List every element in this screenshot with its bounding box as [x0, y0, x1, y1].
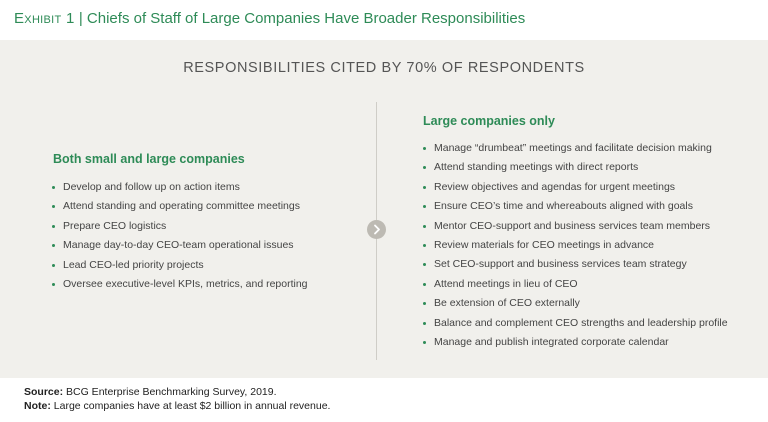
list-item: Mentor CEO-support and business services team members: [423, 217, 728, 236]
list-item: Set CEO-support and business services team strategy: [423, 255, 728, 274]
exhibit-label: Exhibit 1: [14, 10, 75, 27]
source-text: BCG Enterprise Benchmarking Survey, 2019.: [66, 386, 277, 398]
panel-subtitle: RESPONSIBILITIES CITED BY 70% OF RESPONDENTS: [183, 60, 585, 76]
exhibit-heading: Chiefs of Staff of Large Companies Have Broader Responsibilities: [86, 10, 526, 27]
list-item: Review materials for CEO meetings in advance: [423, 236, 728, 255]
list-item: Manage and publish integrated corporate calendar: [423, 333, 728, 352]
list-item: Oversee executive-level KPIs, metrics, and reporting: [52, 275, 308, 294]
list-item: Attend meetings in lieu of CEO: [423, 275, 728, 294]
list-item: Lead CEO-led priority projects: [52, 256, 308, 275]
exhibit-title: [14, 10, 525, 27]
footnotes: [24, 385, 330, 413]
list-item: Balance and complement CEO strengths and leadership profile: [423, 314, 728, 333]
list-item: Be extension of CEO externally: [423, 294, 728, 313]
list-item: Attend standing and operating committee meetings: [52, 197, 308, 216]
left-column-heading: Both small and large companies: [53, 152, 245, 166]
title-separator: |: [78, 10, 83, 27]
header: [0, 0, 768, 40]
list-item: Develop and follow up on action items: [52, 178, 308, 197]
list-item: Manage day-to-day CEO-team operational issues: [52, 236, 308, 255]
list-item: Attend standing meetings with direct reports: [423, 158, 728, 177]
left-column-list: [52, 178, 308, 294]
source-label: Source:: [24, 386, 64, 398]
list-item: Review objectives and agendas for urgent meetings: [423, 178, 728, 197]
exhibit-panel: [0, 40, 768, 378]
source-line: [24, 385, 330, 399]
right-column-heading: Large companies only: [423, 114, 555, 128]
list-item: Ensure CEO’s time and whereabouts aligned with goals: [423, 197, 728, 216]
note-text: Large companies have at least $2 billion in annual revenue.: [53, 400, 331, 412]
note-label: Note:: [24, 400, 51, 412]
note-line: [24, 399, 330, 413]
right-column-list: [423, 139, 728, 352]
chevron-right-icon: [367, 220, 386, 239]
list-item: Manage “drumbeat” meetings and facilitate decision making: [423, 139, 728, 158]
list-item: Prepare CEO logistics: [52, 217, 308, 236]
